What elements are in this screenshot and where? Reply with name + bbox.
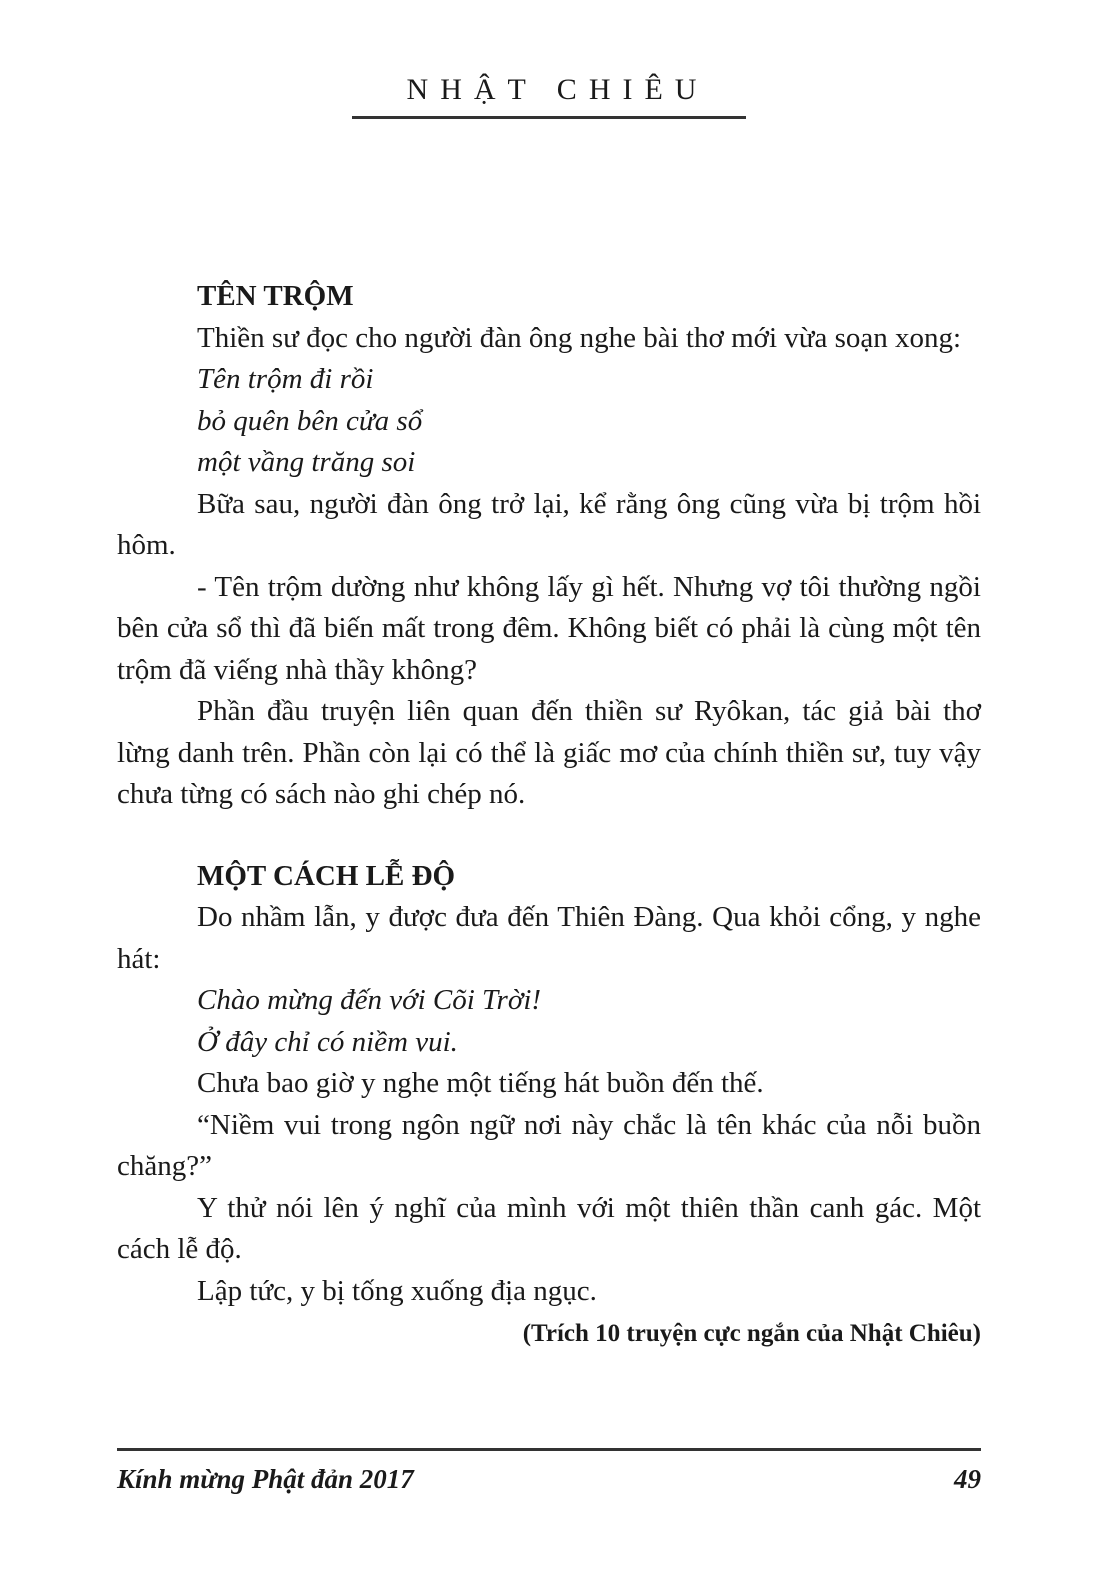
paragraph: Bữa sau, người đàn ông trở lại, kể rằng ông cũng vừa bị trộm hồi hôm. <box>117 487 981 561</box>
poem-line: Ở đây chỉ có niềm vui. <box>197 1025 458 1058</box>
running-header-title: NHẬT CHIÊU <box>406 73 709 106</box>
paragraph: Y thử nói lên ý nghĩ của mình với một thiên thần canh gác. Một cách lễ độ. <box>117 1191 981 1265</box>
footer-rule <box>117 1448 981 1451</box>
source-citation: (Trích 10 truyện cực ngắn của Nhật Chiêu) <box>522 1320 981 1347</box>
poem-line: Chào mừng đến với Cõi Trời! <box>197 984 542 1016</box>
paragraph: - Tên trộm dường như không lấy gì hết. Nhưng vợ tôi thường ngồi bên cửa sổ thì đã biến mất trong đêm. Không biết có phải là cùng một tên trộm đã viếng nhà thầy không? <box>117 570 981 686</box>
paragraph: Phần đầu truyện liên quan đến thiền sư Ryôkan, tác giả bài thơ lừng danh trên. Phần còn lại có thể là giấc mơ của chính thiền sư, tuy vậy chưa từng có sách nào ghi chép nó. <box>117 695 981 810</box>
page-body <box>117 276 981 1352</box>
story-title: TÊN TRỘM <box>197 280 354 312</box>
paragraph: Thiền sư đọc cho người đàn ông nghe bài thơ mới vừa soạn xong: <box>197 321 962 354</box>
poem-line: bỏ quên bên cửa sổ <box>197 404 423 437</box>
story-title: MỘT CÁCH LỄ ĐỘ <box>197 859 456 892</box>
paragraph: Lập tức, y bị tống xuống địa ngục. <box>197 1274 597 1307</box>
footer-publication: Kính mừng Phật đản 2017 <box>117 1464 414 1494</box>
poem-line: một vầng trăng soi <box>197 446 416 478</box>
paragraph: “Niềm vui trong ngôn ngữ nơi này chắc là tên khác của nỗi buồn chăng?” <box>117 1108 981 1182</box>
page-number: 49 <box>954 1464 981 1494</box>
paragraph: Chưa bao giờ y nghe một tiếng hát buồn đến thế. <box>197 1067 764 1099</box>
poem-line: Tên trộm đi rồi <box>197 363 374 395</box>
header-rule <box>352 116 746 119</box>
section-gap <box>117 816 981 856</box>
paragraph: Do nhầm lẫn, y được đưa đến Thiên Đàng. Qua khỏi cổng, y nghe hát: <box>117 901 981 975</box>
